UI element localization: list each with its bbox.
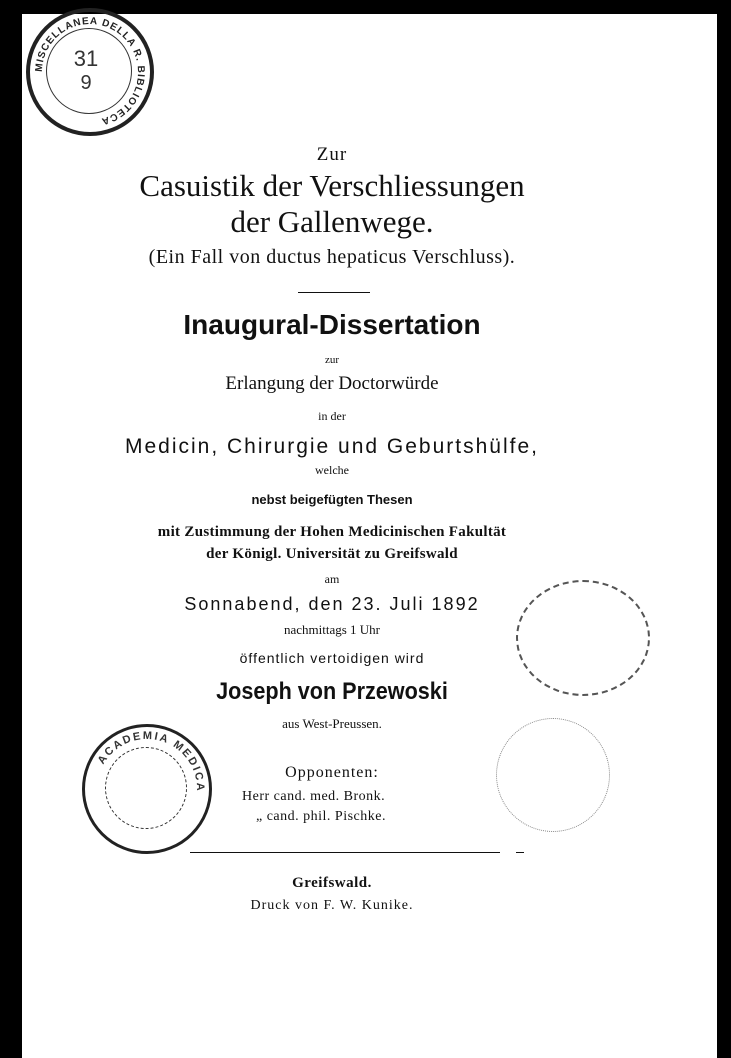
author-name: Joseph von Przewoski (216, 678, 448, 705)
title-line-2: der Gallenwege. (230, 204, 434, 239)
in-der: in der (318, 409, 346, 423)
divider-dash (516, 852, 524, 853)
origin-line: aus West-Preussen. (282, 716, 382, 731)
dissertation-zur: zur (324, 354, 340, 366)
svg-text:ACADEMIA MEDICA: ACADEMIA MEDICA (95, 729, 207, 793)
faint-stamp-right-lower (496, 718, 610, 832)
svg-text:MISCELLANEA DELLA R. BIBLIOTEC: MISCELLANEA DELLA R. BIBLIOTECA (33, 15, 147, 127)
am: am (324, 572, 340, 586)
opponent-2: „ cand. phil. Pischke. (256, 809, 386, 824)
welche: welche (315, 463, 349, 477)
faint-stamp-right-upper (516, 580, 650, 696)
stamp-number-1: 31 (73, 46, 99, 71)
faculty-line-2: der Königl. Universität zu Greifswald (206, 546, 458, 562)
thesen-line: nebst beigefügten Thesen (251, 492, 413, 507)
academia-ring-text (85, 727, 209, 851)
time-line: nachmittags 1 Uhr (283, 622, 381, 637)
divider-long (190, 852, 500, 853)
erlangung-line: Erlangung der Doctorwürde (225, 373, 439, 394)
title-zur: Zur (316, 144, 348, 165)
imprint-printer: Druck von F. W. Kunike. (250, 898, 414, 913)
date-line: Sonnabend, den 23. Juli 1892 (184, 594, 480, 614)
opponent-1: Herr cand. med. Bronk. (242, 789, 386, 804)
opponents-heading: Opponenten: (285, 764, 379, 781)
stamp-number-2: 9 (80, 72, 92, 94)
divider-short (298, 292, 370, 293)
dissertation-heading: Inaugural-Dissertation (183, 309, 481, 340)
imprint-city: Greifswald. (292, 875, 372, 891)
defend-line: öffentlich vertoidigen wird (239, 650, 425, 666)
fields-line: Medicin, Chirurgie und Geburtshülfe, (124, 435, 539, 458)
title-line-1: Casuistik der Verschliessungen (139, 168, 525, 203)
library-stamp-top-left (26, 8, 154, 136)
academia-stamp-left (82, 724, 212, 854)
subtitle: (Ein Fall von ductus hepaticus Verschluss). (148, 246, 516, 268)
faculty-line-1: mit Zustimmung der Hohen Medicinischen Fakultät (157, 524, 507, 540)
